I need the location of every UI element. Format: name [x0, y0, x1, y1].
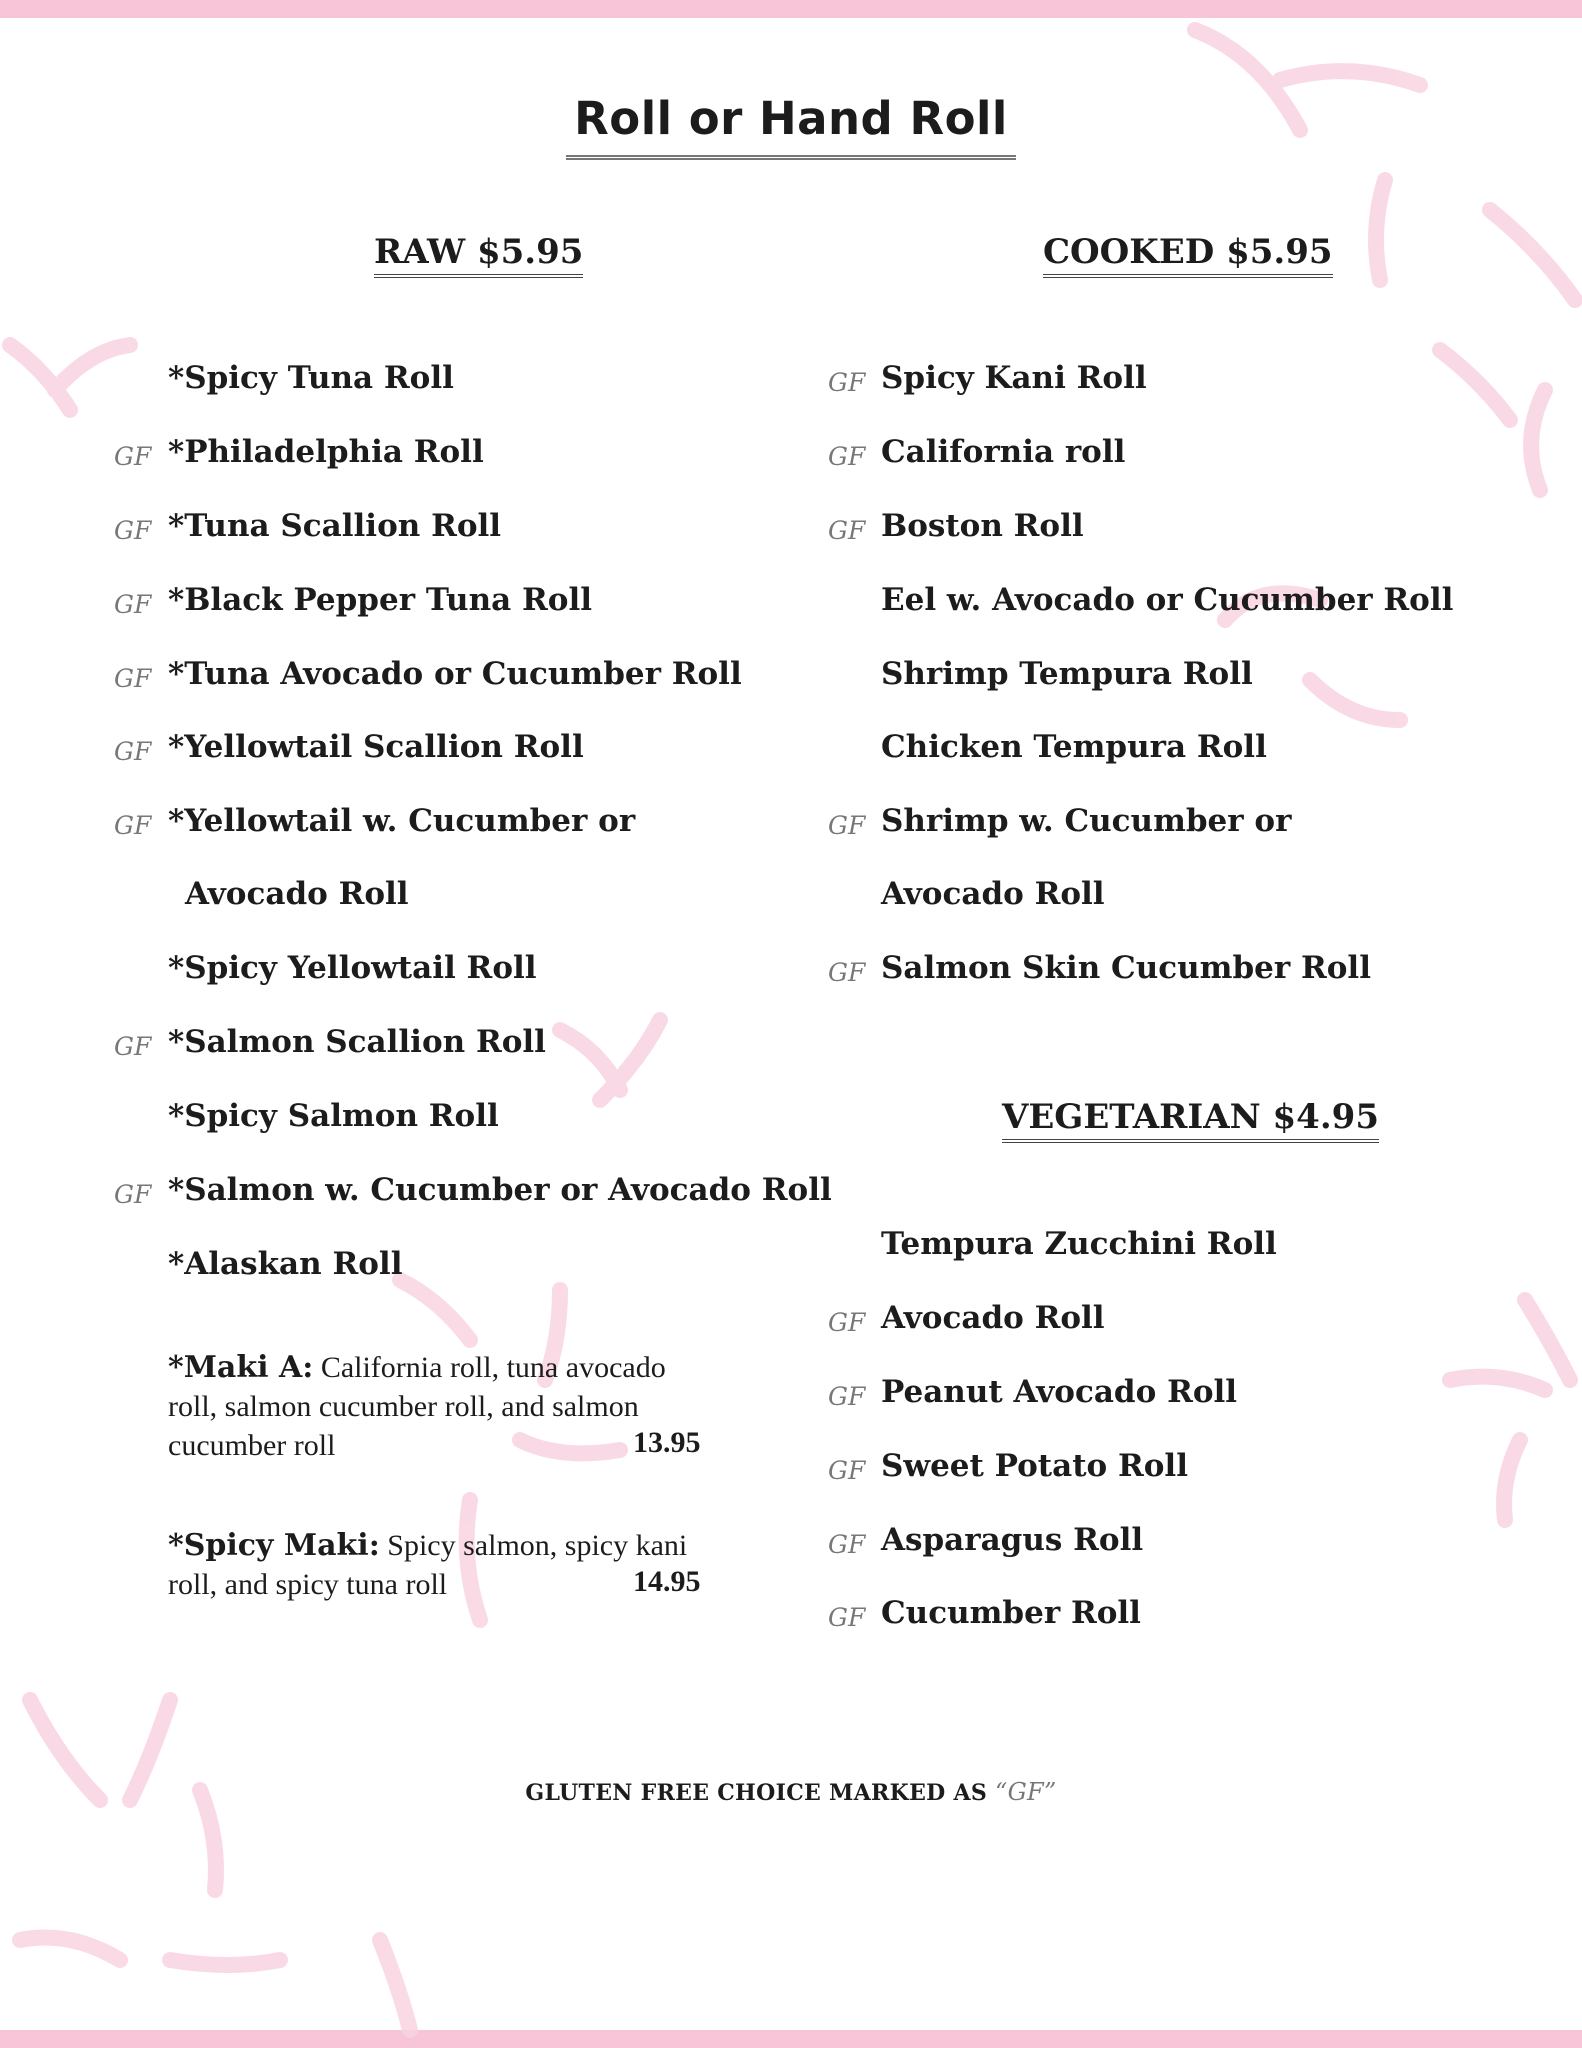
list-item: Asparagus Roll	[881, 1522, 1144, 1558]
gf-marker: GF	[828, 368, 866, 397]
list-item: Chicken Tempura Roll	[881, 729, 1267, 765]
vegetarian-heading: VEGETARIAN $4.95	[1002, 1097, 1379, 1143]
gf-marker: GF	[114, 516, 152, 545]
raw-heading: RAW $5.95	[374, 232, 583, 278]
combo-name: *Maki A:	[168, 1350, 314, 1385]
gf-marker: GF	[114, 811, 152, 840]
combo-price: 14.95	[633, 1565, 701, 1598]
list-item: *Tuna Avocado or Cucumber Roll	[168, 656, 742, 692]
list-item: Avocado Roll	[881, 876, 1105, 912]
gf-marker: GF	[114, 1032, 152, 1061]
combo-maki-a	[168, 1348, 713, 1465]
list-item: *Tuna Scallion Roll	[168, 508, 502, 544]
list-item: *Spicy Tuna Roll	[168, 360, 454, 396]
gf-marker: GF	[828, 1382, 866, 1411]
gf-marker: GF	[828, 516, 866, 545]
gf-marker: GF	[828, 1308, 866, 1337]
list-item: *Salmon w. Cucumber or Avocado Roll	[168, 1172, 832, 1208]
list-item: *Philadelphia Roll	[168, 434, 484, 470]
list-item: Peanut Avocado Roll	[881, 1374, 1238, 1410]
list-item: Sweet Potato Roll	[881, 1448, 1188, 1484]
gf-marker: GF	[114, 590, 152, 619]
list-item: Salmon Skin Cucumber Roll	[881, 950, 1371, 986]
list-item: *Spicy Yellowtail Roll	[168, 950, 537, 986]
combo-price: 13.95	[633, 1426, 701, 1459]
gf-marker: GF	[828, 811, 866, 840]
page-title: Roll or Hand Roll	[566, 92, 1016, 160]
combo-name: *Spicy Maki:	[168, 1528, 380, 1563]
gf-marker: GF	[828, 1456, 866, 1485]
list-item: Avocado Roll	[185, 876, 409, 912]
footer-text: GLUTEN FREE CHOICE MARKED AS	[525, 1780, 995, 1806]
gluten-free-note	[0, 1778, 1582, 1806]
gf-marker: GF	[828, 1530, 866, 1559]
list-item: *Black Pepper Tuna Roll	[168, 582, 592, 618]
combo-description: California roll, tuna avocado roll, salmon cucumber roll, and salmon cucumber roll	[168, 1351, 666, 1462]
list-item: Eel w. Avocado or Cucumber Roll	[881, 582, 1454, 618]
gf-marker: GF	[114, 442, 152, 471]
combo-description: Spicy salmon, spicy kani roll, and spicy tuna roll	[168, 1529, 688, 1601]
list-item: Avocado Roll	[881, 1300, 1105, 1336]
cooked-heading: COOKED $5.95	[1043, 232, 1333, 278]
list-item: Spicy Kani Roll	[881, 360, 1147, 396]
gf-marker: GF	[828, 958, 866, 987]
list-item: *Spicy Salmon Roll	[168, 1098, 499, 1134]
gf-marker: GF	[114, 664, 152, 693]
list-item: Cucumber Roll	[881, 1595, 1141, 1631]
list-item: California roll	[881, 434, 1126, 470]
footer-gf-marker: “GF”	[995, 1778, 1057, 1806]
list-item: Shrimp w. Cucumber or	[881, 803, 1292, 839]
list-item: Boston Roll	[881, 508, 1084, 544]
list-item: *Salmon Scallion Roll	[168, 1024, 546, 1060]
gf-marker: GF	[114, 1180, 152, 1209]
list-item: *Yellowtail Scallion Roll	[168, 729, 584, 765]
combo-spicy-maki	[168, 1526, 713, 1604]
gf-marker: GF	[114, 737, 152, 766]
list-item: Shrimp Tempura Roll	[881, 656, 1253, 692]
gf-marker: GF	[828, 442, 866, 471]
list-item: *Alaskan Roll	[168, 1246, 403, 1282]
gf-marker: GF	[828, 1603, 866, 1632]
list-item: *Yellowtail w. Cucumber or	[168, 803, 636, 839]
menu-title-block	[0, 92, 1582, 160]
list-item: Tempura Zucchini Roll	[881, 1226, 1277, 1262]
